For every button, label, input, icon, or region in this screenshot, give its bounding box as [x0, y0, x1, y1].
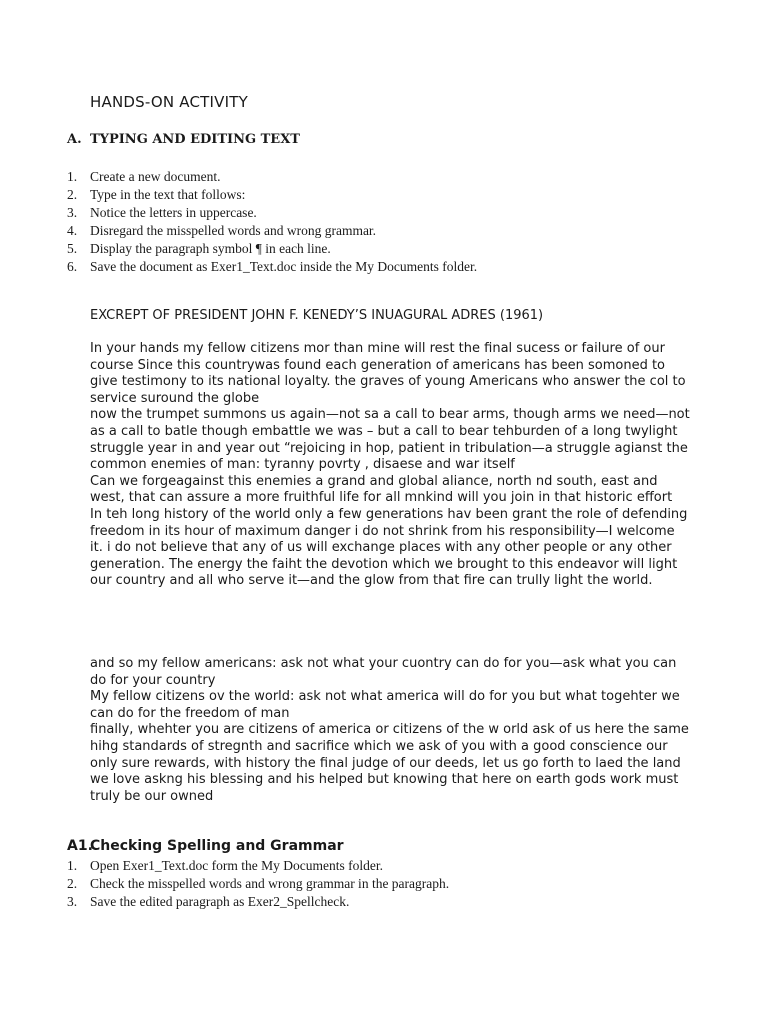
step-number: 2.	[67, 876, 78, 891]
section-a1-steps	[67, 857, 449, 911]
step-number: 1.	[67, 858, 78, 873]
step-text: Display the paragraph symbol ¶ in each line.	[90, 241, 331, 256]
list-item	[67, 186, 477, 204]
excerpt-paragraph: My fellow citizens ov the world: ask not what america will do for you but what togehter we can do for the freedom of man	[90, 689, 680, 721]
excerpt-block-2	[90, 656, 690, 805]
step-text: Create a new document.	[90, 169, 221, 184]
section-a-letter: A.	[67, 132, 82, 147]
list-item	[67, 857, 449, 875]
section-a-title: TYPING AND EDITING TEXT	[90, 132, 300, 147]
section-a-steps	[67, 168, 477, 276]
excerpt-paragraph: In your hands my fellow citizens mor than mine will rest the final sucess or failure of our course Since this countrywas found each generation of americans has been somoned to give testimony to its national loyalty. the graves of young Americans who answer the col to service suround the globe	[90, 341, 686, 406]
excerpt-paragraph: finally, whehter you are citizens of america or citizens of the w orld ask of us here the same hihg standards of stregnth and sacrifice which we ask of you with a good conscience our only sure rewards, with history the final judge of our deeds, let us go forth to laed the land we love askng his blessing and his helped but knowing that here on earth gods work must truly be our owned	[90, 722, 689, 804]
list-item	[67, 258, 477, 276]
excerpt-paragraph: Can we forgeagainst this enemies a grand and global aliance, north nd south, east and west, that can assure a more fruithful life for all mnkind will you join in that historic effort	[90, 473, 673, 506]
excerpt-block-1	[90, 341, 690, 590]
step-text: Open Exer1_Text.doc form the My Documents folder.	[90, 858, 383, 873]
list-item	[67, 875, 449, 893]
page-title: HANDS-ON ACTIVITY	[90, 93, 248, 111]
excerpt-paragraph: now the trumpet summons us again—not sa a call to bear arms, though arms we need—not as a call to batle though embattle we was – but a call to bear tehburden of a long twylight struggle year in and year out “rejoicing in hop, patient in tribulation—a struggle agianst the common enemies of man: tyranny povrty , disaese and war itself	[90, 407, 690, 473]
list-item	[67, 168, 477, 186]
step-text: Save the edited paragraph as Exer2_Spellcheck.	[90, 894, 350, 909]
excerpt-paragraph: In teh long history of the world only a few generations hav been grant the role of defending freedom in its hour of maximum danger i do not shrink from his responsibility—I welcome it. i do not believe that any of us will exchange places with any other people or any other generation. The energy the faiht the devotion which we brought to this endeavor will light our country and all who serve it—and the glow from that fire can trully light the world.	[90, 506, 688, 589]
list-item	[67, 204, 477, 222]
section-a1-letter: A1.	[67, 838, 93, 854]
list-item	[67, 240, 477, 258]
excerpt-title: EXCREPT OF PRESIDENT JOHN F. KENEDY’S INUAGURAL ADRES (1961)	[90, 308, 544, 323]
step-number: 3.	[67, 205, 78, 220]
step-number: 1.	[67, 169, 78, 184]
step-text: Disregard the misspelled words and wrong grammar.	[90, 223, 377, 238]
list-item	[67, 222, 477, 240]
list-item	[67, 893, 449, 911]
step-number: 2.	[67, 187, 78, 202]
excerpt-paragraph: and so my fellow americans: ask not what your cuontry can do for you—ask what you can do for your country	[90, 656, 677, 688]
section-a1-title: Checking Spelling and Grammar	[90, 838, 344, 854]
section-a-heading	[67, 132, 300, 147]
step-number: 3.	[67, 894, 78, 909]
step-number: 4.	[67, 223, 78, 238]
step-text: Type in the text that follows:	[90, 187, 246, 202]
step-number: 6.	[67, 259, 78, 274]
step-text: Check the misspelled words and wrong grammar in the paragraph.	[90, 876, 450, 891]
step-text: Save the document as Exer1_Text.doc inside the My Documents folder.	[90, 259, 478, 274]
section-a1-heading	[67, 838, 344, 854]
step-text: Notice the letters in uppercase.	[90, 205, 257, 220]
step-number: 5.	[67, 241, 78, 256]
